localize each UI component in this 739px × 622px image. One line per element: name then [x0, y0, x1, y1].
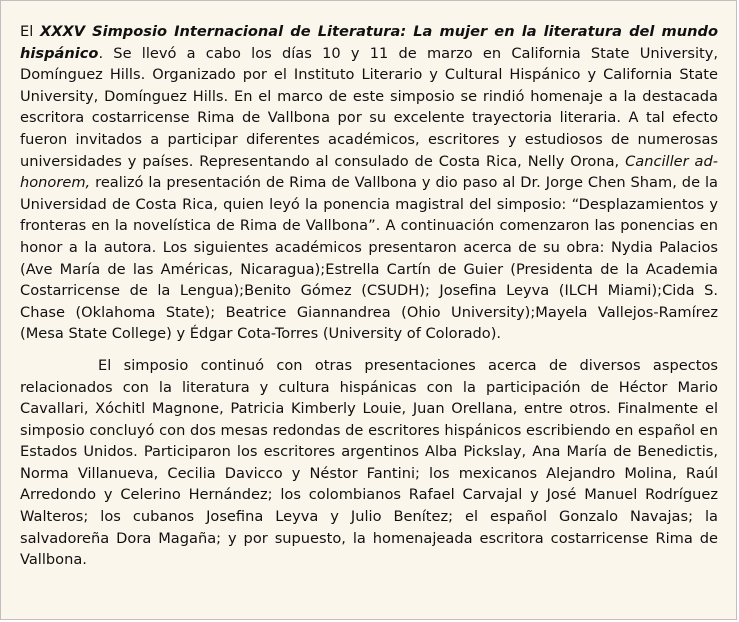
paragraph-1-text-b: realizó la presentación de Rima de Vallbona y dio paso al Dr. Jorge Chen Sham, de la Universidad de Costa Rica, quien leyó la ponencia magistral del simposio: “Desplazamientos y fronteras en la novelística de Rima de Vallbona”. A continuación comenzaron las ponencias en honor a la autora. Los siguientes académicos presentaron acerca de su obra: Nydia Palacios (Ave María de las Américas, Nicaragua);Estrella Cartín de Guier (Presidenta de la Academia Costarricense de la Lengua);Benito Gómez (CSUDH); Josefina Leyva (ILCH Miami);Cida S. Chase (Oklahoma State); Beatrice Giannandrea (Ohio University);Mayela Vallejos-Ramírez (Mesa State College) y Édgar Cota-Torres (University of Colorado). [20, 174, 718, 343]
paragraph-1-text-a: . Se llevó a cabo los días 10 y 11 de marzo en California State University, Domínguez Hills. Organizado por el Instituto Literario y Cultural Hispánico y California State University, Domínguez Hills. En el marco de este simposio se rindió homenaje a la destacada escritora costarricense Rima de Vallbona por su excelente trayectoria literaria. A tal efecto fueron invitados a participar diferentes académicos, escritores y estudiosos de numerosas universidades y países. Representando al consulado de Costa Rica, Nelly Orona, [20, 44, 718, 170]
symposium-title: XXXV Simposio Internacional de Literatura: La mujer en la literatura del mundo hispánico [20, 23, 718, 62]
consul-role: Canciller ad-honorem, [20, 152, 718, 192]
paragraph-2: El simposio continuó con otras presentaciones acerca de diversos aspectos relacionados con la literatura y cultura hispánicas con la participación de Héctor Mario Cavallari, Xóchitl Magnone, Patricia Kimberly Louie, Juan Orellana, entre otros. Finalmente el simposio concluyó con dos mesas redondas de escritores hispánicos escribiendo en español en Estados Unidos. Participaron los escritores argentinos Alba Pickslay, Ana María de Benedictis, Norma Villanueva, Cecilia Davicco y Néstor Fantini; los mexicanos Alejandro Molina, Raúl Arredondo y Celerino Hernández; los colombianos Rafael Carvajal y José Manuel Rodríguez Walteros; los cubanos Josefina Leyva y Julio Benítez; el español Gonzalo Navajas; la salvadoreña Dora Magaña; y por supuesto, la homenajeada escritora costarricense Rima de Vallbona. [20, 356, 718, 569]
paragraph-1-lead: El [20, 23, 40, 40]
paragraph-1 [20, 21, 718, 345]
